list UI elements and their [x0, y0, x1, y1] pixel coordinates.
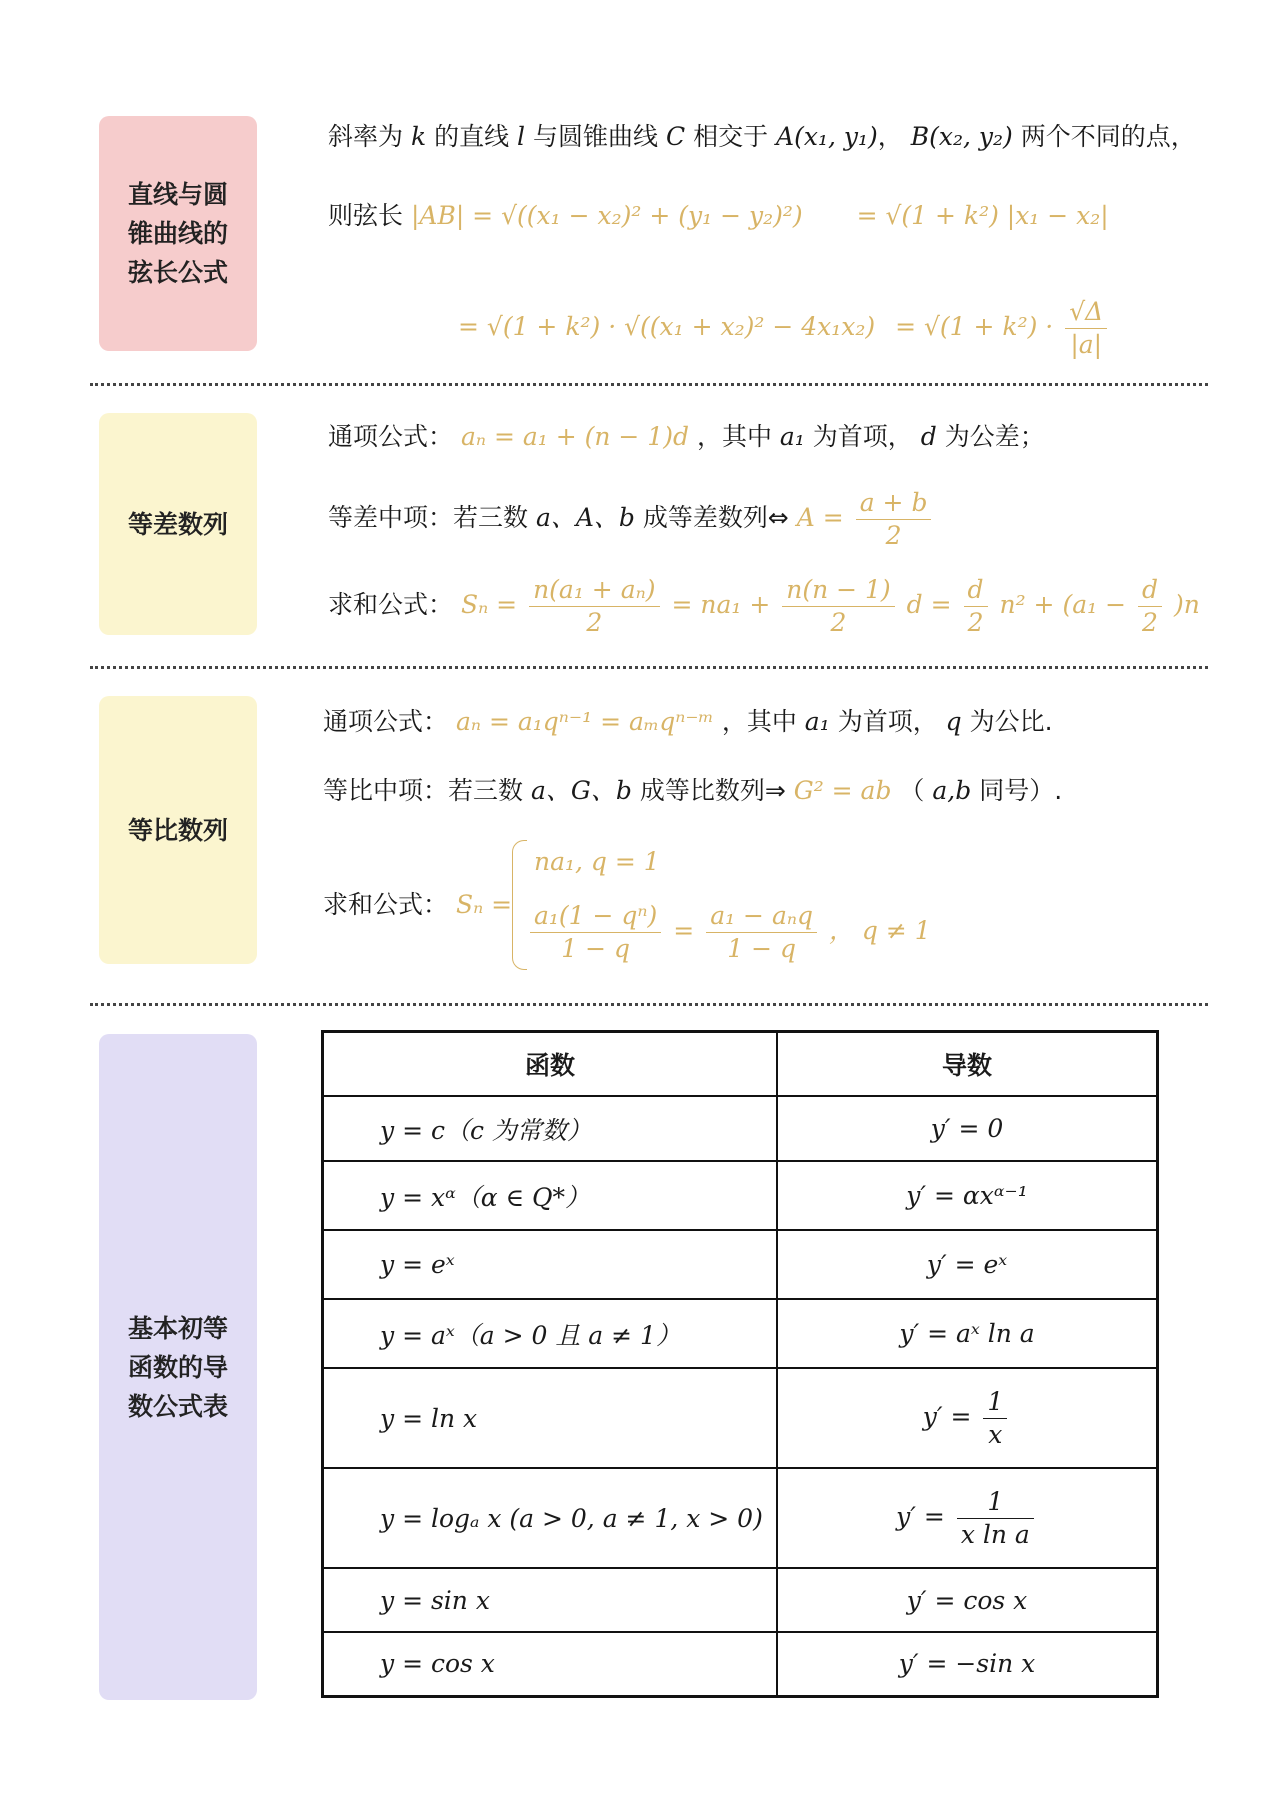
chord-formula-delta: = √(1 + k²) · [895, 312, 1054, 341]
chord-delta-fraction: $\frac{√\Delta}{|a|}$ [1065, 296, 1107, 361]
table-row [323, 1299, 1158, 1368]
arith-general-term: 通项公式： aₙ = a₁ + (n − 1)d ，其中 a₁ 为首项， d 为公差； [328, 422, 1045, 451]
derivative-fraction: $\frac{1}{\text{x ln a}}$ [957, 1486, 1034, 1551]
chord-formula-slope-form: = √(1 + k²) |x₁ − x₂| [856, 201, 1109, 230]
table-row [323, 1161, 1158, 1230]
geo-sum-brace [512, 840, 527, 970]
geo-sum-fraction-1: $\frac{\text{a₁(1 − qⁿ)}}{1 - q}$ [530, 900, 661, 965]
chord-length-formula-line-2 [458, 296, 1111, 361]
geo-sum-label: 求和公式： Sₙ = [323, 890, 513, 919]
arith-middle-fraction: $\frac{a + b}{2}$ [856, 487, 932, 552]
chord-formula-distance: |AB| = √((x₁ − x₂)² + (y₁ − y₂)²) [410, 201, 803, 230]
table-row [323, 1468, 1158, 1568]
chord-intro-line: 斜率为 k 的直线 l 与圆锥曲线 C 相交于 A(x₁, y₁)， B(x₂, y₂) 两个不同的点， [328, 122, 1196, 151]
section-divider [90, 383, 1208, 386]
derivative-cell: y′ = $\frac{1}{x}$ [777, 1368, 1158, 1468]
geo-sum-case-1: na₁, q = 1 [534, 847, 660, 876]
derivative-table [321, 1030, 1159, 1698]
table-row [323, 1568, 1158, 1632]
function-cell: y = logₐ x (a > 0, a ≠ 1, x > 0) [323, 1468, 778, 1568]
geo-sum-fraction-2: $\frac{\text{a₁ − aₙq}}{1 - q}$ [706, 900, 817, 965]
geo-middle-term: 等比中项：若三数 a、G、b 成等比数列⇒ G² = ab （ a,b 同号）. [323, 776, 1063, 805]
section-label-geometric-sequence: 等比数列 [99, 696, 257, 964]
geo-sum-case-2: $\frac{\text{a₁(1 − qⁿ)}}{1 - q}$ = $\frac{\text{a₁ − aₙq}}{1 - q}$ ， q ≠ 1 [526, 900, 931, 965]
arith-sum-fraction-2: $\frac{n(n - 1)}{2}$ [782, 574, 894, 639]
derivative-cell: y′ = $\frac{1}{\text{x ln a}}$ [777, 1468, 1158, 1568]
arith-sum-formula: 求和公式： Sₙ = $\frac{\text{n(a₁ + aₙ)}}{2}$ = na₁ + $\frac{n(n - 1)}{2}$ d = $\frac{d}{2}$ n² + (a₁ − $\frac{d}{2}$ )n [328, 575, 1200, 637]
derivative-fraction: $\frac{1}{x}$ [983, 1386, 1007, 1451]
derivative-cell: y′ = cos x [777, 1568, 1158, 1632]
function-cell: y = xᵅ（α ∈ Q*） [323, 1161, 778, 1230]
function-cell: y = aˣ（a > 0 且 a ≠ 1） [323, 1299, 778, 1368]
section-label-derivative-table: 基本初等 函数的导 数公式表 [99, 1034, 257, 1700]
table-row [323, 1368, 1158, 1468]
derivative-cell: y′ = aˣ ln a [777, 1299, 1158, 1368]
table-row [323, 1230, 1158, 1299]
table-header-function: 函数 [323, 1032, 778, 1097]
function-cell: y = ln x [323, 1368, 778, 1468]
function-cell: y = eˣ [323, 1230, 778, 1299]
derivative-cell: y′ = eˣ [777, 1230, 1158, 1299]
arith-sum-fraction-3: $\frac{d}{2}$ [964, 574, 988, 639]
arith-middle-term: 等差中项：若三数 a、A、b 成等差数列⇔ A = $\frac{a + b}{2}$ [328, 487, 935, 552]
arith-sum-fraction-1: $\frac{\text{n(a₁ + aₙ)}}{2}$ [529, 574, 659, 639]
arith-sum-fraction-4: $\frac{d}{2}$ [1138, 574, 1162, 639]
section-label-arithmetic-sequence: 等差数列 [99, 413, 257, 635]
table-header-derivative: 导数 [777, 1032, 1158, 1097]
section-divider [90, 666, 1208, 669]
chord-length-formula-line: 则弦长 |AB| = √((x₁ − x₂)² + (y₁ − y₂)²) = √(1 + k²) |x₁ − x₂| [328, 201, 1109, 230]
chord-formula-sum-product: = √(1 + k²) · √((x₁ + x₂)² − 4x₁x₂) [458, 312, 876, 341]
derivative-cell: y′ = 0 [777, 1096, 1158, 1161]
function-cell: y = sin x [323, 1568, 778, 1632]
function-cell: y = cos x [323, 1632, 778, 1696]
derivative-cell: y′ = αxᵅ⁻¹ [777, 1161, 1158, 1230]
table-row [323, 1096, 1158, 1161]
table-header-row [323, 1032, 1158, 1097]
geo-general-term: 通项公式： aₙ = a₁qⁿ⁻¹ = aₘqⁿ⁻ᵐ ，其中 a₁ 为首项， q 为公比. [323, 707, 1053, 736]
section-label-chord-length: 直线与圆 锥曲线的 弦长公式 [99, 116, 257, 351]
function-cell: y = c（c 为常数） [323, 1096, 778, 1161]
section-divider [90, 1003, 1208, 1006]
table-row [323, 1632, 1158, 1696]
derivative-cell: y′ = −sin x [777, 1632, 1158, 1696]
